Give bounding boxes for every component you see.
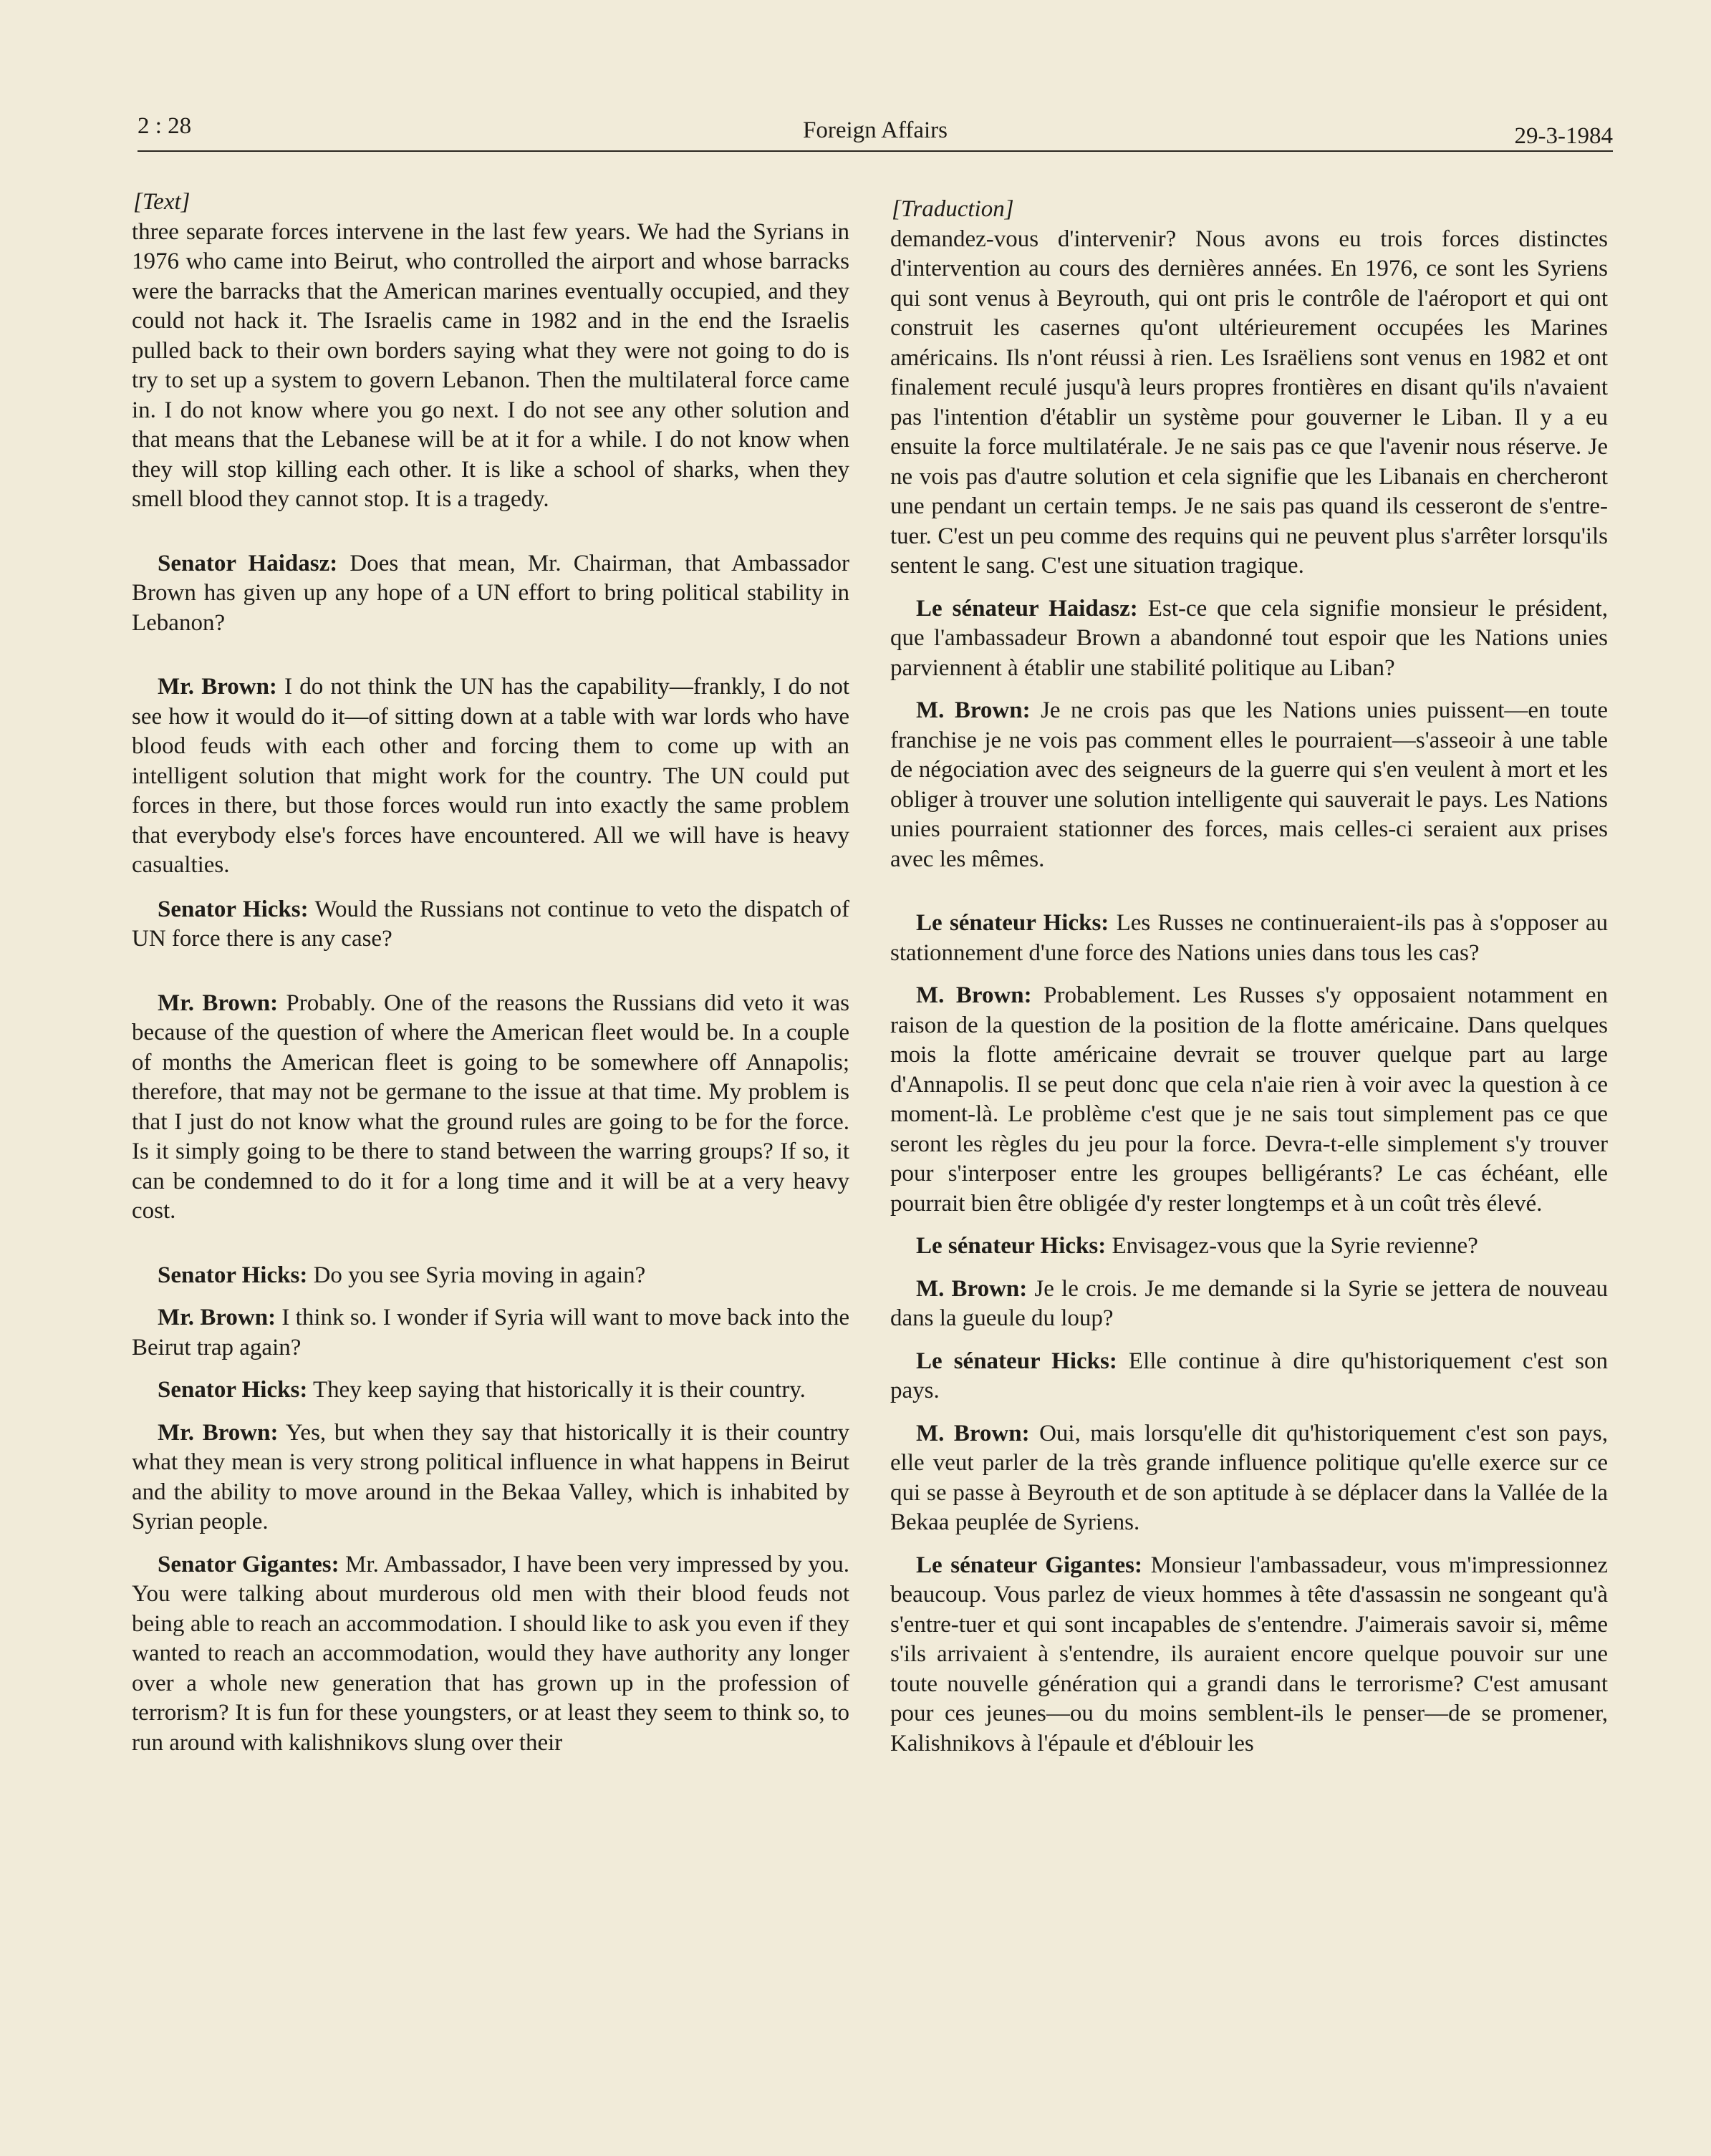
paragraph-text: Would the Russians not continue to veto the dispatch of UN force there is any case? [132, 896, 850, 952]
paragraph-text: Est-ce que cela signifie monsieur le président, que l'ambassadeur Brown a abandonné tout espoir que les Nations unies parviennent à établir une stabilité politique au Liban? [890, 595, 1608, 681]
speaker-paragraph [132, 1418, 849, 1537]
speaker-paragraph [890, 594, 1608, 684]
speaker-name: Mr. Brown: [158, 990, 279, 1016]
speaker-name: Senator Hicks: [158, 1262, 308, 1288]
speaker-paragraph [132, 549, 849, 639]
speaker-name: Le sénateur Hicks: [916, 910, 1109, 936]
speaker-paragraph [132, 989, 849, 1227]
paragraph-text: Je ne crois pas que les Nations unies puissent—en toute franchise je ne vois pas comment elles le pourraient—s'asseoir à une table de négociation avec des seigneurs de la guerre qui s'en veulent à mort et les obliger à trouver une solution intelligente qui sauverait le pays. Les Nations unies pourraient stationner des forces, mais celles-ci seraient aux prises avec les mêmes. [890, 697, 1608, 872]
paragraph-text: They keep saying that historically it is their country. [312, 1377, 806, 1403]
speaker-paragraph [132, 1376, 849, 1406]
speaker-paragraph [890, 981, 1608, 1219]
paragraph-text: Probably. One of the reasons the Russians did veto it was because of the question of where the American fleet would be. In a couple of months the American fleet is going to be somewhere off Annapolis; therefore, that may not be germane to the issue at that time. My problem is that I just do not know what the ground rules are going to be for the force. Is it simply going to be there to stand between the warring groups? If so, it can be condemned to do it for a long time and it will be at a very heavy cost. [132, 990, 850, 1224]
speaker-paragraph [890, 1419, 1608, 1538]
speaker-name: Mr. Brown: [158, 674, 277, 700]
paragraph-text: Probablement. Les Russes s'y opposaient notamment en raison de la question de la position de la flotte américaine. Dans quelques mois la flotte américaine devrait se trouver quelque part au large d'Annapolis. Il se peut donc que cela n'aie rien à voir avec la question à ce moment-là. Le problème c'est que je ne sais tout simplement pas ce que seront les règles du jeu pour la force. Devra-t-elle simplement s'y trouver pour s'interposer entre les groupes belligérants? Le cas échéant, elle pourrait bien être obligée d'y rester longtemps et à un coût très élevé. [890, 982, 1608, 1217]
header-date: 29-3-1984 [1514, 123, 1613, 149]
paragraph-text: Elle continue à dire qu'historiquement c'est son pays. [890, 1348, 1609, 1403]
speaker-name: M. Brown: [916, 982, 1032, 1008]
paragraph-text: Les Russes ne continueraient-ils pas à s'opposer au stationnement d'une force des Nations unies dans tous les cas? [890, 910, 1609, 966]
speaker-paragraph [890, 1232, 1608, 1262]
paragraph-text: I think so. I wonder if Syria will want to move back into the Beirut trap again? [132, 1305, 850, 1360]
paragraph-text: Je le crois. Je me demande si la Syrie se jettera de nouveau dans la gueule du loup? [890, 1275, 1609, 1331]
speaker-paragraph [132, 895, 849, 954]
page-number: 2 : 28 [138, 113, 192, 139]
speaker-name: Le sénateur Gigantes: [916, 1552, 1142, 1578]
speaker-name: Senator Hicks: [158, 1377, 308, 1403]
french-column [890, 195, 1608, 1759]
speaker-name: M. Brown: [916, 1420, 1030, 1446]
speaker-paragraph [890, 1275, 1608, 1334]
speaker-paragraph [132, 1550, 849, 1759]
speaker-paragraph [890, 1551, 1608, 1759]
speaker-name: Mr. Brown: [158, 1419, 279, 1446]
english-column [132, 188, 849, 1758]
language-label: [Text] [133, 189, 191, 215]
speaker-name: Senator Haidasz: [158, 550, 338, 576]
speaker-paragraph [132, 672, 849, 881]
paragraph [132, 218, 849, 515]
speaker-name: Senator Gigantes: [158, 1551, 339, 1577]
paragraph-text: demandez-vous d'intervenir? Nous avons eu trois forces distinctes d'intervention au cours des dernières années. En 1976, ce sont les Syriens qui sont venus à Beyrouth, qui ont pris le contrôle de l'aéroport et qui ont construit les casernes qu'ont ultérieurement occupées les Marines américains. Ils n'ont réussi à rien. Les Israëliens sont venus en 1982 et ont finalement reculé jusqu'à leurs propres frontières en disant qu'ils n'avaient pas l'intention d'établir un système pour gouverner le Liban. Il y a eu ensuite la force multilatérale. Je ne sais pas ce que l'avenir nous réserve. Je ne vois pas d'autre solution et cela signifie que les Libanais en chercheront une pendant un certain temps. Je ne sais pas quand ils cesseront de s'entre-tuer. C'est un peu comme des requins qui ne peuvent plus s'arrêter lorsqu'ils sentent le sang. C'est une situation tragique. [890, 226, 1608, 579]
speaker-name: Le sénateur Hicks: [916, 1233, 1107, 1259]
speaker-paragraph [890, 1347, 1608, 1406]
speaker-paragraph [890, 909, 1608, 968]
speaker-name: Le sénateur Hicks: [916, 1348, 1117, 1374]
speaker-name: M. Brown: [916, 697, 1031, 723]
speaker-name: Senator Hicks: [158, 896, 309, 922]
language-label: [Traduction] [892, 196, 1014, 222]
speaker-name: Mr. Brown: [158, 1305, 276, 1330]
speaker-paragraph [890, 696, 1608, 874]
paragraph-text: I do not think the UN has the capability—frankly, I do not see how it would do it—of sitting down at a table with war lords who have blood feuds with each other and forcing them to come up with an intelligent solution that might work for the country. The UN could put forces in there, but those forces would run into exactly the same problem that everybody else's forces have encountered. All we will have is heavy casualties. [132, 674, 850, 878]
paragraph-text: Oui, mais lorsqu'elle dit qu'historiquement c'est son pays, elle veut parler de la très grande influence politique qu'elle exerce sur ce qui se passe à Beyrouth et de son aptitude à se déplacer dans la Vallée de la Bekaa peuplée de Syriens. [890, 1420, 1608, 1535]
publication-title: Foreign Affairs [803, 117, 948, 143]
speaker-name: Le sénateur Haidasz: [916, 595, 1138, 622]
page-header [138, 107, 1613, 152]
paragraph-text: three separate forces intervene in the last few years. We had the Syrians in 1976 who came into Beirut, who controlled the airport and whose barracks were the barracks that the American marines eventually occupied, and they could not hack it. The Israelis came in 1982 and in the end the Israelis pulled back to their own borders saying what they were not going to do is try to set up a system to govern Lebanon. Then the multilateral force came in. I do not know where you go next. I do not see any other solution and that means that the Lebanese will be at it for a while. I do not know when they will stop killing each other. It is like a school of sharks, when they smell blood they cannot stop. It is a tragedy. [132, 218, 849, 512]
paragraph-text: Envisagez-vous que la Syrie revienne? [1112, 1233, 1478, 1259]
paragraph-text: Does that mean, Mr. Chairman, that Ambassador Brown has given up any hope of a UN effort to bring political stability in Lebanon? [132, 550, 850, 636]
speaker-name: M. Brown: [916, 1275, 1028, 1302]
speaker-paragraph [132, 1303, 849, 1363]
paragraph-text: Mr. Ambassador, I have been very impressed by you. You were talking about murderous old men with their blood feuds not being able to reach an accommodation. I should like to ask you even if they wanted to reach an accommodation, would they have authority any longer over a whole new generation that has grown up in the profession of terrorism? It is fun for these youngsters, or at least they seem to think so, to run around with kalishnikovs slung over their [132, 1551, 850, 1756]
paragraph-text: Yes, but when they say that historically it is their country what they mean is very strong political influence in what happens in Beirut and the ability to move around in the Bekaa Valley, which is inhabited by Syrian people. [132, 1419, 850, 1534]
speaker-paragraph [132, 1261, 849, 1291]
paragraph [890, 225, 1608, 581]
paragraph-text: Monsieur l'ambassadeur, vous m'impressionnez beaucoup. Vous parlez de vieux hommes à tête d'assassin ne songeant qu'à s'entre-tuer et qui sont incapables de s'entendre. J'aimerais savoir si, même s'ils arrivaient à s'entendre, ils auraient encore quelque pouvoir sur une toute nouvelle génération qui a grandi dans le terrorisme? C'est amusant pour ces jeunes—ou du moins semblent-ils le penser—de se promener, Kalishnikovs à l'épaule et d'éblouir les [890, 1552, 1608, 1756]
paragraph-text: Do you see Syria moving in again? [313, 1262, 646, 1288]
